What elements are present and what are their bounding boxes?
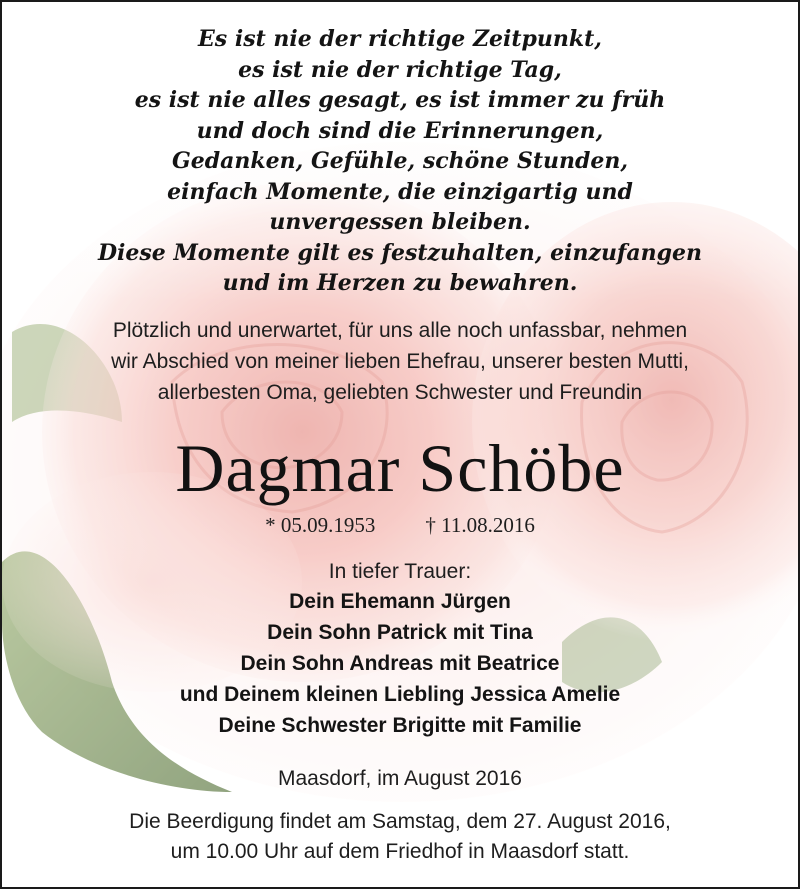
mourner-entry: Deine Schwester Brigitte mit Familie — [218, 713, 582, 737]
mourner-entry: und Deinem kleinen Liebling Jessica Amelie — [179, 682, 621, 706]
poem-line: Es ist nie der richtige Zeitpunkt, — [198, 26, 602, 52]
mourners-list — [2, 586, 798, 741]
poem-line: Diese Momente gilt es festzuhalten, einzufangen — [97, 239, 703, 266]
poem-line: es ist nie der richtige Tag, — [238, 56, 562, 83]
intro-line: allerbesten Oma, geliebten Schwester und Freundin — [157, 380, 643, 404]
place-date: Maasdorf, im August 2016 — [278, 766, 522, 790]
mourner-entry: Dein Sohn Patrick mit Tina — [267, 620, 533, 644]
mourning-heading: In tiefer Trauer: — [328, 559, 472, 583]
intro-line: wir Abschied von meiner lieben Ehefrau, unserer besten Mutti, — [111, 349, 689, 373]
poem-line: einfach Momente, die einzigartig und — [167, 178, 633, 205]
poem-line: und im Herzen zu bewahren. — [222, 270, 578, 296]
mourner-entry: Dein Ehemann Jürgen — [289, 589, 511, 613]
poem-line: unvergessen bleiben. — [269, 209, 531, 235]
mourner-entry: Dein Sohn Andreas mit Beatrice — [240, 651, 560, 675]
poem-line: es ist nie alles gesagt, es ist immer zu früh — [134, 87, 666, 113]
funeral-line: um 10.00 Uhr auf dem Friedhof in Maasdorf statt. — [170, 839, 630, 863]
intro-paragraph — [2, 315, 798, 408]
funeral-info — [2, 807, 798, 867]
life-dates — [2, 512, 798, 538]
funeral-line: Die Beerdigung findet am Samstag, dem 27. August 2016, — [129, 809, 671, 833]
intro-line: Plötzlich und unerwartet, für uns alle noch unfassbar, nehmen — [112, 318, 688, 342]
death-date: † 11.08.2016 — [425, 512, 535, 537]
birth-date: * 05.09.1953 — [265, 512, 376, 537]
deceased-name: Dagmar Schöbe — [175, 429, 625, 506]
poem-line: Gedanken, Gefühle, schöne Stunden, — [171, 148, 629, 174]
obituary-text — [2, 2, 798, 867]
poem-line: und doch sind die Erinnerungen, — [196, 117, 604, 144]
poem-verse — [2, 24, 798, 299]
